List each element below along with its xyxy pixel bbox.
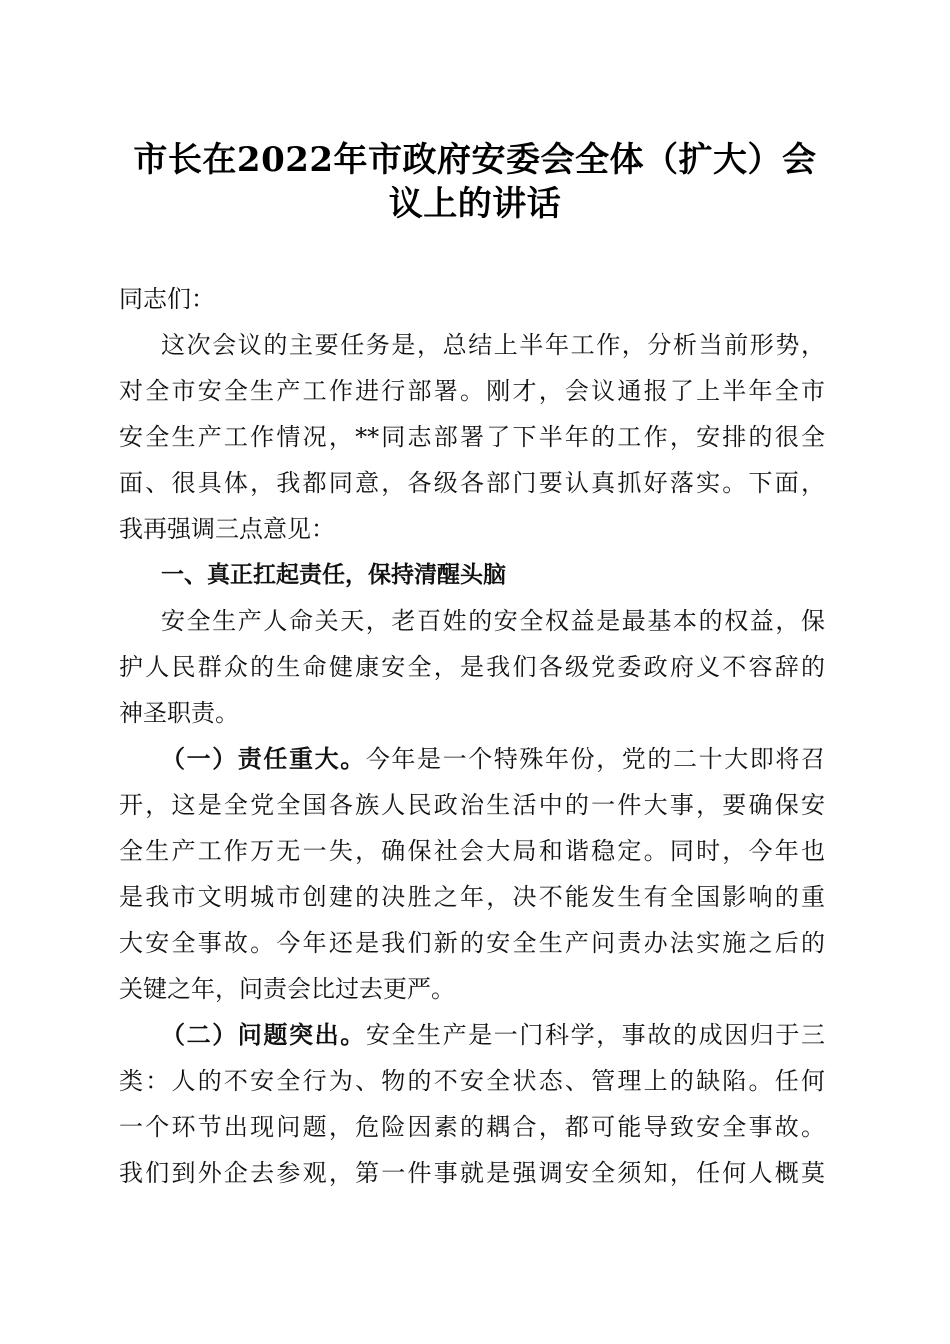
title-line-2: 议上的讲话 (388, 184, 562, 224)
point-1-line: 开，这是全党全国各族人民政治生活中的一件大事，要确保安 (119, 791, 825, 819)
intro-line: 我再强调三点意见： (119, 515, 335, 543)
document-body (119, 276, 825, 1196)
intro-line: 面、很具体，我都同意，各级各部门要认真抓好落实。下面， (119, 469, 825, 497)
point-2-line: 一个环节出现问题，危险因素的耦合，都可能导致安全事故。 (119, 1113, 825, 1141)
point-2-first-line (119, 1012, 825, 1058)
point-2-first-line-text: 安全生产是一门科学，事故的成因归于三 (365, 1021, 825, 1049)
point-1-line: 是我市文明城市创建的决胜之年，决不能发生有全国影响的重 (119, 883, 825, 911)
section-intro-line: 神圣职责。 (119, 699, 239, 727)
point-1-line: 关键之年，问责会比过去更严。 (119, 975, 455, 1003)
section-intro-line: 护人民群众的生命健康安全，是我们各级党委政府义不容辞的 (119, 653, 825, 681)
intro-line: 对全市安全生产工作进行部署。刚才，会议通报了上半年全市 (119, 377, 825, 405)
section-heading: 一、真正扛起责任，保持清醒头脑 (161, 562, 506, 588)
intro-line: 安全生产工作情况，**同志部署了下半年的工作，安排的很全 (119, 423, 825, 451)
point-1-line: 大安全事故。今年还是我们新的安全生产问责办法实施之后的 (119, 929, 825, 957)
point-1-heading: （一）责任重大。 (161, 745, 366, 773)
point-2-line: 类：人的不安全行为、物的不安全状态、管理上的缺陷。任何 (119, 1067, 825, 1095)
point-2-line: 我们到外企去参观，第一件事就是强调安全须知，任何人概莫 (119, 1159, 825, 1187)
section-intro-line: 安全生产人命关天，老百姓的安全权益是最基本的权益，保 (161, 607, 825, 635)
title-line-1: 市长在2022年市政府安委会全体（扩大）会 (133, 140, 817, 180)
point-2-heading: （二）问题突出。 (161, 1021, 366, 1049)
point-1-first-line (119, 736, 825, 782)
salutation: 同志们： (119, 285, 215, 313)
point-1-line: 全生产工作万无一失，确保社会大局和谐稳定。同时，今年也 (119, 837, 825, 865)
document-title (100, 138, 850, 226)
point-1-first-line-text: 今年是一个特殊年份，党的二十大即将召 (365, 745, 825, 773)
intro-line: 这次会议的主要任务是，总结上半年工作，分析当前形势， (161, 331, 825, 359)
